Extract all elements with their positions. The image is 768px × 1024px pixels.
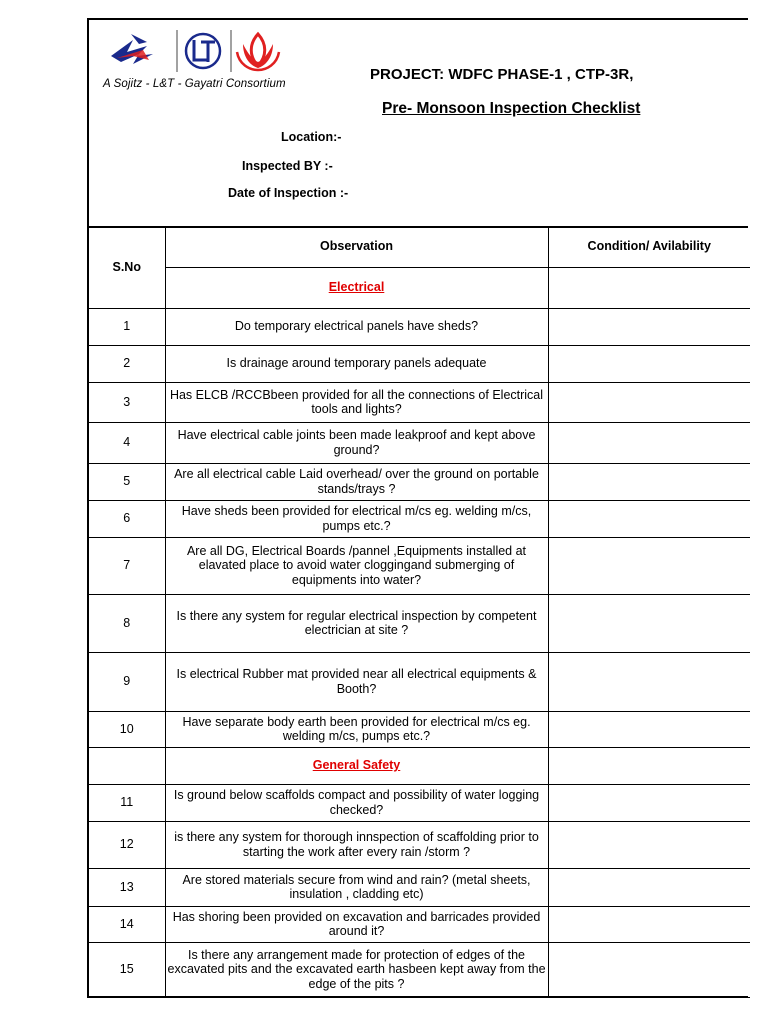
document-header xyxy=(89,20,748,228)
row-sno: 5 xyxy=(89,463,165,500)
row-observation: Have separate body earth been provided for electrical m/cs eg. welding m/cs, pumps etc.? xyxy=(165,711,548,747)
condition-cell[interactable] xyxy=(548,747,750,784)
row-sno: 3 xyxy=(89,382,165,422)
row-sno: 13 xyxy=(89,868,165,906)
row-observation: Is drainage around temporary panels adequate xyxy=(165,345,548,382)
table-row xyxy=(89,422,750,463)
table-row xyxy=(89,308,750,345)
row-observation: is there any system for thorough innspection of scaffolding prior to starting the work after every rain /storm ? xyxy=(165,821,548,868)
condition-cell[interactable] xyxy=(548,422,750,463)
table-row xyxy=(89,942,750,997)
checklist-title: Pre- Monsoon Inspection Checklist xyxy=(382,100,641,117)
section-row-general-safety xyxy=(89,747,750,784)
row-sno: 12 xyxy=(89,821,165,868)
row-observation: Has shoring been provided on excavation and barricades provided around it? xyxy=(165,906,548,942)
condition-cell[interactable] xyxy=(548,652,750,711)
table-row xyxy=(89,711,750,747)
row-sno: 15 xyxy=(89,942,165,997)
row-observation: Is there any system for regular electrical inspection by competent electrician at site ? xyxy=(165,594,548,652)
inspected-by-label: Inspected BY :- xyxy=(242,159,333,173)
row-sno: 4 xyxy=(89,422,165,463)
table-row xyxy=(89,821,750,868)
table-header-row xyxy=(89,226,750,267)
checklist-sheet xyxy=(87,18,748,998)
condition-cell[interactable] xyxy=(548,906,750,942)
inspection-table xyxy=(89,226,750,998)
row-sno: 9 xyxy=(89,652,165,711)
row-observation: Do temporary electrical panels have sheds? xyxy=(165,308,548,345)
section-row-electrical xyxy=(89,267,750,308)
condition-cell[interactable] xyxy=(548,537,750,594)
row-sno: 10 xyxy=(89,711,165,747)
section-electrical: Electrical xyxy=(328,280,385,295)
logo-graphics xyxy=(103,26,303,76)
row-observation: Are stored materials secure from wind and rain? (metal sheets, insulation , cladding etc) xyxy=(165,868,548,906)
condition-cell[interactable] xyxy=(548,345,750,382)
condition-cell[interactable] xyxy=(548,594,750,652)
condition-cell[interactable] xyxy=(548,463,750,500)
col-observation-header: Observation xyxy=(165,226,548,267)
row-observation: Are all DG, Electrical Boards /pannel ,Equipments installed at elavated place to avoid water cloggingand submerging of equipments into water? xyxy=(165,537,548,594)
condition-cell[interactable] xyxy=(548,382,750,422)
condition-cell[interactable] xyxy=(548,784,750,821)
logo-caption: A Sojitz - L&T - Gayatri Consortium xyxy=(103,78,286,90)
condition-cell[interactable] xyxy=(548,942,750,997)
row-observation: Have sheds been provided for electrical m/cs eg. welding m/cs, pumps etc.? xyxy=(165,500,548,537)
location-label: Location:- xyxy=(281,130,342,144)
table-row xyxy=(89,382,750,422)
table-row xyxy=(89,537,750,594)
row-sno: 14 xyxy=(89,906,165,942)
project-title: PROJECT: WDFC PHASE-1 , CTP-3R, xyxy=(370,66,634,83)
condition-cell[interactable] xyxy=(548,500,750,537)
col-sno-header: S.No xyxy=(89,226,165,308)
table-row xyxy=(89,594,750,652)
condition-cell[interactable] xyxy=(548,308,750,345)
row-sno: 1 xyxy=(89,308,165,345)
row-observation: Is ground below scaffolds compact and possibility of water logging checked? xyxy=(165,784,548,821)
date-of-inspection-label: Date of Inspection :- xyxy=(228,186,349,200)
table-row xyxy=(89,500,750,537)
section-general-safety: General Safety xyxy=(312,758,401,773)
condition-cell[interactable] xyxy=(548,821,750,868)
table-row xyxy=(89,906,750,942)
table-row xyxy=(89,784,750,821)
consortium-logo xyxy=(103,26,303,96)
row-sno: 8 xyxy=(89,594,165,652)
table-row xyxy=(89,868,750,906)
table-row xyxy=(89,463,750,500)
row-observation: Have electrical cable joints been made leakproof and kept above ground? xyxy=(165,422,548,463)
row-sno: 6 xyxy=(89,500,165,537)
row-observation: Has ELCB /RCCBbeen provided for all the connections of Electrical tools and lights? xyxy=(165,382,548,422)
row-observation: Is electrical Rubber mat provided near all electrical equipments & Booth? xyxy=(165,652,548,711)
condition-cell[interactable] xyxy=(548,711,750,747)
row-sno: 2 xyxy=(89,345,165,382)
condition-cell[interactable] xyxy=(548,267,750,308)
sojitz-bird-icon xyxy=(111,34,153,64)
gayatri-lotus-icon xyxy=(237,34,279,70)
row-sno: 7 xyxy=(89,537,165,594)
row-sno: 11 xyxy=(89,784,165,821)
row-observation: Is there any arrangement made for protection of edges of the excavated pits and the excavated earth hasbeen kept away from the edge of the pits ? xyxy=(165,942,548,997)
condition-cell[interactable] xyxy=(548,868,750,906)
row-observation: Are all electrical cable Laid overhead/ over the ground on portable stands/trays ? xyxy=(165,463,548,500)
lt-emblem-icon xyxy=(186,34,220,68)
table-row xyxy=(89,345,750,382)
col-condition-header: Condition/ Avilability xyxy=(548,226,750,267)
table-row xyxy=(89,652,750,711)
